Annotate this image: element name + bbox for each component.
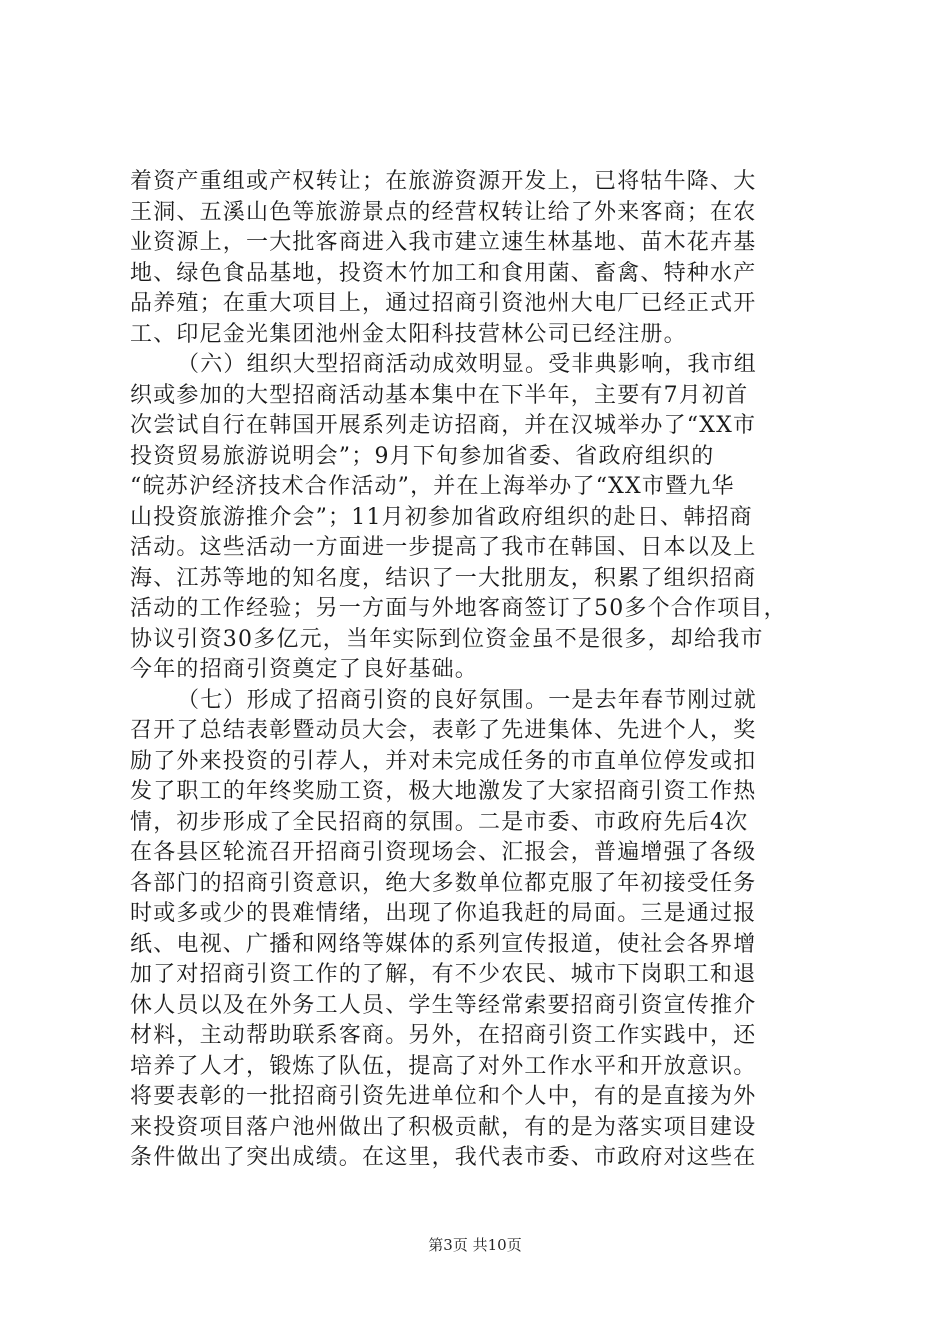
text-line: 培养了人才，锻炼了队伍，提高了对外工作水平和开放意识。 [130,1053,757,1079]
text-line: 来投资项目落户池州做出了积极贡献，有的是为落实项目建设 [130,1114,757,1140]
text-line: 着资产重组或产权转让；在旅游资源开发上，已将牯牛降、大 [130,169,757,194]
section-heading-line: （六）组织大型招商活动成效明显。受非典影响，我市组 [177,352,758,377]
text-line: 今年的招商引资奠定了良好基础。 [130,657,479,682]
text-line: 材料，主动帮助联系客商。另外，在招商引资工作实践中，还 [130,1023,757,1048]
text-line: 业资源上，一大批客商进入我市建立速生林基地、苗木花卉基 [130,230,757,255]
text-line: 时或多或少的畏难情绪，出现了你追我赶的局面。三是通过报 [130,901,757,926]
text-line: 海、江苏等地的知名度，结识了一大批朋友，积累了组织招商 [130,565,757,591]
text-line: 品养殖；在重大项目上，通过招商引资池州大电厂已经正式开 [130,291,757,316]
text-line: 织或参加的大型招商活动基本集中在下半年，主要有7月初首 [130,382,749,408]
text-line: 活动的工作经验；另一方面与外地客商签订了50多个合作项目， [130,596,787,621]
text-line: 在各县区轮流召开招商引资现场会、汇报会，普遍增强了各级 [130,840,757,865]
text-line: “皖苏沪经济技术合作活动”，并在上海举办了“XX市暨九华 [130,474,735,499]
text-line: 纸、电视、广播和网络等媒体的系列宣传报道，使社会各界增 [130,931,757,957]
text-line: 条件做出了突出成绩。在这里，我代表市委、市政府对这些在 [130,1145,757,1170]
body-text [130,167,825,1174]
text-line: 加了对招商引资工作的了解，有不少农民、城市下岗职工和退 [130,962,757,987]
text-line: 各部门的招商引资意识，绝大多数单位都克服了年初接受任务 [130,870,757,896]
section-heading-line: （七）形成了招商引资的良好氛围。一是去年春节刚过就 [177,687,758,713]
text-line: 励了外来投资的引荐人，并对未完成任务的市直单位停发或扣 [130,748,757,774]
text-line: 地、绿色食品基地，投资木竹加工和食用菌、畜禽、特种水产 [130,260,757,286]
text-line: 召开了总结表彰暨动员大会，表彰了先进集体、先进个人，奖 [130,718,757,743]
page-number-footer: 第3页 共10页 [428,1236,522,1254]
text-line: 协议引资30多亿元，当年实际到位资金虽不是很多，却给我市 [130,626,764,652]
text-line: 将要表彰的一批招商引资先进单位和个人中，有的是直接为外 [130,1084,757,1109]
text-line: 工、印尼金光集团池州金太阳科技营林公司已经注册。 [130,321,687,347]
text-line: 情，初步形成了全民招商的氛围。二是市委、市政府先后4次 [130,809,749,835]
text-line: 活动。这些活动一方面进一步提高了我市在韩国、日本以及上 [130,535,757,560]
text-line: 次尝试自行在韩国开展系列走访招商，并在汉城举办了“XX市 [130,413,757,438]
text-line: 投资贸易旅游说明会”；9月下旬参加省委、省政府组织的 [130,443,715,469]
text-line: 山投资旅游推介会”；11月初参加省政府组织的赴日、韩招商 [130,504,753,530]
text-line: 休人员以及在外务工人员、学生等经常索要招商引资宣传推介 [130,992,757,1018]
text-line: 王洞、五溪山色等旅游景点的经营权转让给了外来客商；在农 [130,199,757,225]
text-line: 发了职工的年终奖励工资，极大地激发了大家招商引资工作热 [130,779,757,804]
